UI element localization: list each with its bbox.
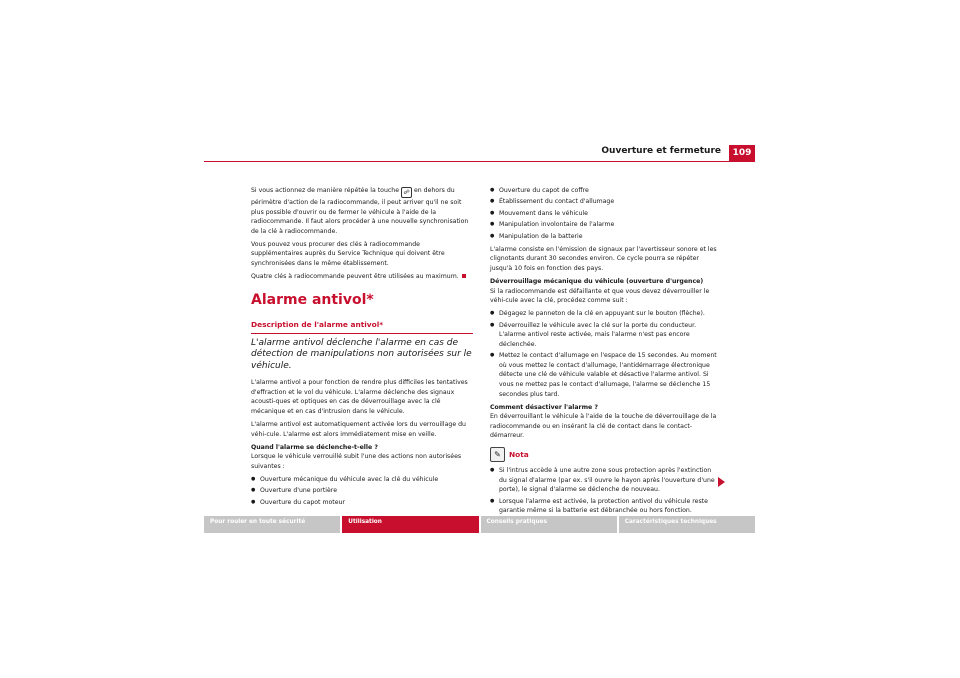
tab-safety[interactable]: Pour rouler en toute sécurité	[204, 516, 340, 533]
list-item: ● Lorsque l'alarme est activée, la protection antivol du véhicule reste garantie même si la batterie est débranchée ou hors fonction.	[490, 497, 718, 516]
note-icon: ✎	[490, 447, 505, 462]
paragraph-trigger: Lorsque le véhicule verrouillé subit l'une des actions non autorisées suivantes :	[251, 453, 462, 470]
tab-technical-specs[interactable]: Caractéristiques techniques	[619, 516, 755, 533]
list-item: ● Établissement du contact d'allumage	[490, 197, 718, 207]
list-item: ● Mouvement dans le véhicule	[490, 209, 718, 219]
lock-key-icon: ☍	[401, 187, 412, 198]
list-item: ● Ouverture du capot moteur	[251, 498, 473, 508]
arrow-right-icon[interactable]	[718, 477, 725, 487]
list-item: ● Mettez le contact d'allumage en l'espace de 15 secondes. Au moment où vous mettez le contact d'allumage, l'antidémarrage électronique détecte une clé de véhicule valable et désactive l'alarme antivol. Si vous ne mettez pas le contact d'allumage, l'alarme se déclenche 15 secondes plus tard.	[490, 351, 718, 399]
question-heading: Quand l'alarme se déclenche-t-elle ?	[251, 443, 378, 451]
paragraph-max-keys: Quatre clés à radiocommande peuvent être utilisées au maximum.	[251, 272, 473, 282]
deactivate-heading: Comment désactiver l'alarme ?	[490, 403, 598, 411]
subsection-title: Description de l'alarme antivol*	[251, 320, 473, 334]
paragraph-function: L'alarme antivol a pour fonction de rendre plus difficiles les tentatives d'effraction et le vol du véhicule. L'alarme déclenche des signaux acousti-ques et optiques en cas de déverrouillage avec la clé mécanique et en cas d'intrusion dans le véhicule.	[251, 379, 468, 416]
page-number: 109	[729, 145, 755, 161]
paragraph-deactivate: En déverrouillant le véhicule à l'aide de la touche de déverrouillage de la radiocommande ou en insérant la clé de contact dans le contact-démarreur.	[490, 413, 717, 440]
paragraph-extra-keys: Vous pouvez vous procurer des clés à radiocommande supplémentaires auprès du Service Technique qui doivent être synchronisées dans le même établissement.	[251, 240, 445, 268]
nota-heading	[490, 447, 718, 462]
list-item: ● Ouverture d'une portière	[251, 486, 473, 496]
emergency-heading: Déverrouillage mécanique du véhicule (ouverture d'urgence)	[490, 277, 704, 285]
paragraph-activation: L'alarme antivol est automatiquement activée lors du verrouillage du véhi-cule. L'alarme est alors immédiatement mise en veille.	[251, 421, 466, 438]
nota-title: Nota	[509, 449, 529, 459]
page-header	[204, 146, 755, 160]
paragraph-alarm-signal: L'alarme consiste en l'émission de signaux par l'avertisseur sonore et les clignotants durant 30 secondes environ. Ce cycle pourra se répéter jusqu'à 10 fois en fonction des pays.	[490, 245, 717, 272]
list-item: ● Manipulation involontaire de l'alarme	[490, 220, 718, 230]
right-column	[490, 186, 718, 518]
tab-practical-tips[interactable]: Conseils pratiques	[481, 516, 617, 533]
list-item: ● Ouverture mécanique du véhicule avec la clé du véhicule	[251, 475, 473, 485]
header-rule	[204, 161, 755, 162]
chapter-title: Ouverture et fermeture	[601, 146, 721, 156]
tab-utilisation[interactable]: Utilisation	[342, 516, 478, 533]
list-item: ● Si l'intrus accède à une autre zone sous protection après l'extinction du signal d'alarme (par ex. s'il ouvre le hayon après l'ouverture d'une porte), le signal d'alarme se déclenche de nouveau.	[490, 466, 718, 495]
end-mark-icon	[462, 274, 466, 278]
list-item: ● Ouverture du capot de coffre	[490, 186, 718, 196]
paragraph-emergency: Si la radiocommande est défaillante et que vous devez déverrouiller le véhi-cule avec la clé, procédez comme suit :	[490, 287, 710, 305]
paragraph-sync: Si vous actionnez de manière répétée la touche ☍ en dehors du périmètre d'action de la radiocommande, il peut arriver qu'il ne soit plus possible d'ouvrir ou de fermer le véhicule à l'aide de la radiocommande. Il faut alors procéder à une nouvelle synchronisation de la clé à radiocommande.	[251, 187, 469, 235]
section-title: Alarme antivol*	[251, 291, 374, 308]
left-column	[251, 186, 473, 509]
lead-text: L'alarme antivol déclenche l'alarme en cas de détection de manipulations non autorisées sur le véhicule.	[251, 337, 472, 371]
footer-tabs	[204, 516, 755, 533]
list-item: ● Déverrouillez le véhicule avec la clé sur la porte du conducteur. L'alarme antivol reste activée, mais l'alarme n'est pas encore déclenchée.	[490, 321, 718, 350]
list-item: ● Dégagez le panneton de la clé en appuyant sur le bouton (flèche).	[490, 309, 718, 319]
list-item: ● Manipulation de la batterie	[490, 232, 718, 242]
